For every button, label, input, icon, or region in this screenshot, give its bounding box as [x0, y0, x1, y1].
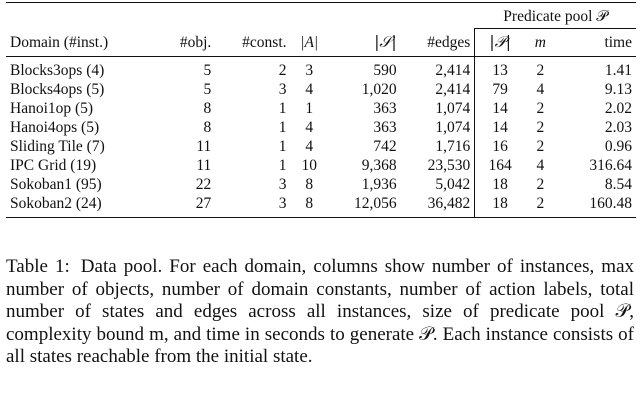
- predicate-pool-group-header: Predicate pool 𝒫: [475, 3, 636, 29]
- cell-objects: 5: [203, 62, 212, 79]
- caption-text: Data pool. For each domain, columns show number of instances, max number of objects, number of domain constants, number of action labels, total number of states and edges across all instances, size of predicate pool 𝒫, complexity bound m, and time in seconds to generate 𝒫. Each instance consists of all states reachable from the initial state.: [6, 256, 635, 368]
- cell-domain: Sokoban1 (95): [10, 176, 102, 193]
- cell-pool-size: 79: [475, 80, 525, 99]
- cell-complexity-bound: 4: [536, 157, 545, 174]
- cell-edges: 1,716: [435, 138, 471, 155]
- cell-pool-size: 16: [475, 137, 525, 156]
- cell-time: 2.03: [604, 119, 632, 136]
- table-row: [6, 57, 636, 81]
- cell-domain: IPC Grid (19): [10, 157, 97, 174]
- cell-objects: 5: [203, 81, 212, 98]
- cell-actions: 4: [305, 81, 314, 98]
- cell-domain: Sokoban2 (24): [10, 195, 102, 212]
- cell-complexity-bound: 2: [536, 138, 545, 155]
- cell-edges: 1,074: [435, 100, 471, 117]
- cell-edges: 5,042: [435, 176, 471, 193]
- cell-states: 590: [373, 62, 397, 79]
- cell-objects: 11: [196, 138, 212, 155]
- cell-pool-size: 18: [475, 175, 525, 194]
- cell-constants: 1: [278, 119, 287, 136]
- cell-complexity-bound: 2: [536, 119, 545, 136]
- table-body: [6, 57, 636, 218]
- cell-actions: 8: [305, 195, 314, 212]
- cell-states: 1,936: [361, 176, 397, 193]
- cell-complexity-bound: 2: [536, 100, 545, 117]
- table-column-header-row: [6, 29, 636, 57]
- cell-edges: 2,414: [435, 62, 471, 79]
- table-row: [6, 118, 636, 137]
- cell-constants: 1: [278, 100, 287, 117]
- cell-time: 316.64: [589, 157, 632, 174]
- cell-actions: 4: [305, 138, 314, 155]
- cell-constants: 1: [278, 157, 287, 174]
- cell-states: 363: [373, 100, 397, 117]
- table-group-header-row: [6, 3, 636, 29]
- cell-pool-size: 164: [475, 156, 525, 175]
- cell-constants: 3: [278, 176, 287, 193]
- cell-constants: 3: [278, 195, 287, 212]
- data-pool-table: [6, 2, 636, 218]
- cell-time: 1.41: [604, 62, 632, 79]
- cell-pool-size: 14: [475, 99, 525, 118]
- cell-complexity-bound: 2: [536, 176, 545, 193]
- table-row: [6, 99, 636, 118]
- table-caption: [6, 256, 634, 369]
- cell-objects: 22: [195, 176, 212, 193]
- cell-constants: 1: [278, 138, 287, 155]
- table-row: [6, 137, 636, 156]
- cell-pool-size: 13: [475, 57, 525, 81]
- cell-time: 8.54: [604, 176, 632, 193]
- col-header-actions: |A|: [300, 33, 319, 51]
- cell-actions: 3: [305, 62, 314, 79]
- cell-constants: 2: [278, 62, 287, 79]
- cell-states: 1,020: [361, 81, 397, 98]
- col-header-objects: #obj.: [179, 33, 212, 51]
- cell-objects: 27: [195, 195, 212, 212]
- cell-states: 363: [373, 119, 397, 136]
- cell-complexity-bound: 2: [536, 195, 545, 212]
- cell-domain: Hanoi4ops (5): [10, 119, 100, 136]
- col-header-time: time: [604, 34, 632, 51]
- cell-time: 9.13: [604, 81, 632, 98]
- cell-time: 0.96: [604, 138, 632, 155]
- cell-actions: 10: [301, 157, 317, 174]
- table-row: [6, 175, 636, 194]
- cell-states: 12,056: [354, 195, 397, 212]
- cell-edges: 2,414: [435, 81, 471, 98]
- cell-states: 9,368: [361, 157, 397, 174]
- cell-actions: 8: [305, 176, 314, 193]
- cell-constants: 3: [278, 81, 287, 98]
- table-row: [6, 156, 636, 175]
- cell-time: 160.48: [589, 195, 632, 212]
- col-header-edges: #edges: [427, 33, 471, 51]
- cell-actions: 1: [305, 100, 314, 117]
- caption-label: Table 1:: [6, 256, 70, 277]
- cell-time: 2.02: [604, 100, 632, 117]
- cell-edges: 36,482: [427, 195, 471, 212]
- col-header-complexity-bound: m: [534, 34, 546, 51]
- cell-domain: Blocks3ops (4): [10, 62, 105, 79]
- col-header-constants: #const.: [242, 33, 287, 51]
- table-row: [6, 80, 636, 99]
- cell-domain: Hanoi1op (5): [10, 100, 94, 117]
- cell-complexity-bound: 4: [536, 81, 545, 98]
- cell-complexity-bound: 2: [536, 62, 545, 79]
- cell-edges: 1,074: [435, 119, 471, 136]
- cell-pool-size: 14: [475, 118, 525, 137]
- col-header-states: |𝒮|: [374, 32, 397, 51]
- cell-domain: Blocks4ops (5): [10, 81, 105, 98]
- col-header-domain: Domain (#inst.): [10, 33, 109, 51]
- cell-objects: 11: [196, 157, 212, 174]
- cell-objects: 8: [203, 100, 212, 117]
- table-row: [6, 194, 636, 218]
- cell-domain: Sliding Tile (7): [10, 138, 105, 155]
- cell-pool-size: 18: [475, 194, 525, 218]
- col-header-pool-size: |𝒫|: [475, 29, 525, 57]
- cell-actions: 4: [305, 119, 314, 136]
- cell-objects: 8: [203, 119, 212, 136]
- cell-states: 742: [373, 138, 397, 155]
- cell-edges: 23,530: [427, 157, 471, 174]
